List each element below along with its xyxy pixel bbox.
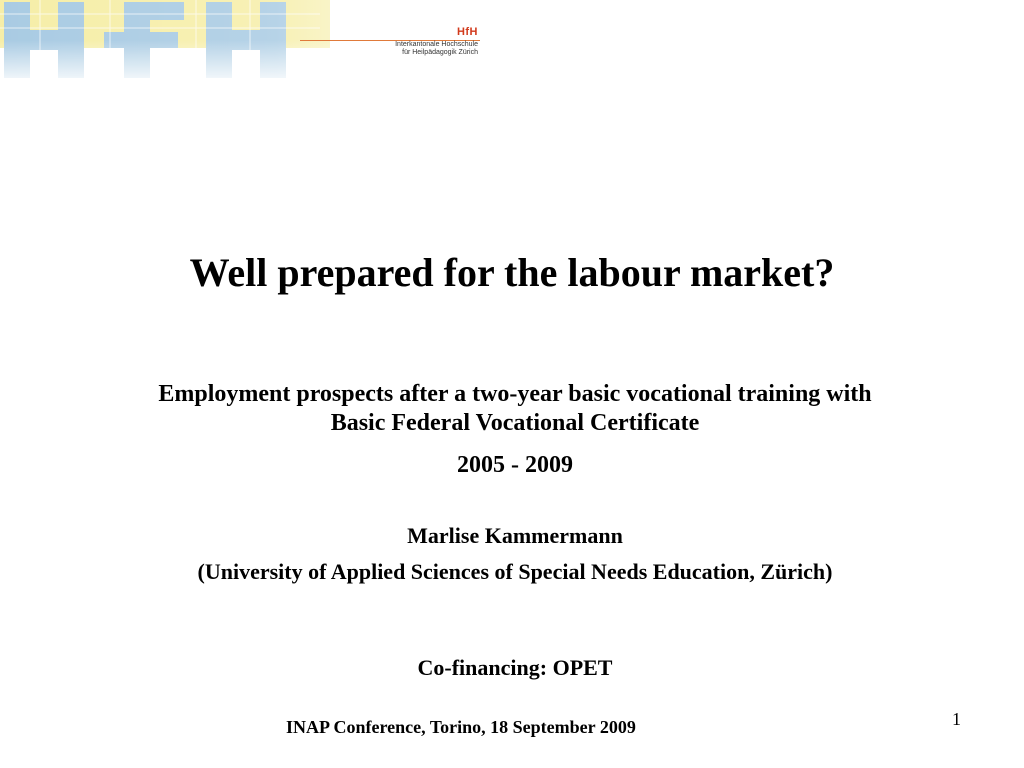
slide-subtitle: Employment prospects after a two-year basic vocational training with Basic Federal Vocational Certificate — [158, 381, 872, 436]
slide-title: Well prepared for the labour market? — [189, 250, 835, 295]
institution-line-1: Interkantonale Hochschule — [395, 41, 478, 48]
study-period: 2005 - 2009 — [457, 452, 573, 478]
page-number: 1 — [952, 709, 961, 729]
author-name: Marlise Kammermann — [407, 523, 623, 548]
institution-line-2: für Heilpädagogik Zürich — [402, 49, 478, 56]
funding-note: Co-financing: OPET — [417, 655, 613, 680]
logo-text: HfH — [456, 26, 478, 38]
header-banner — [0, 0, 500, 80]
author-affiliation: (University of Applied Sciences of Special Needs Education, Zürich) — [197, 559, 833, 584]
institution-logo — [360, 26, 478, 57]
conference-footer: INAP Conference, Torino, 18 September 2009 — [286, 717, 636, 737]
institution-name — [360, 41, 478, 57]
